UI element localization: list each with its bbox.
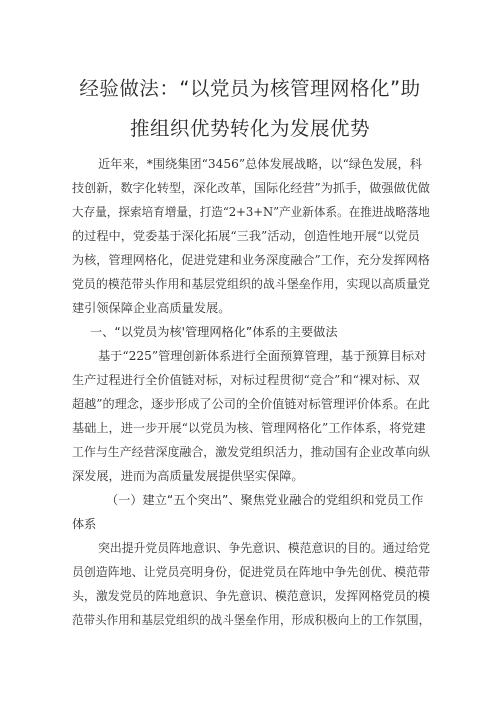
document-title-line-1: 经验做法：“以党员为核管理网格化”助 (79, 77, 421, 100)
document-page: 经验做法：“以党员为核管理网格化”助 推组织优势转化为发展优势 近年来，*围绕集团“3456”总体发展战略，以“绿色发展，科 技创新，数字化转型，深化改革，国际化经营”为抓手，做强做优做 大存量，探索培育增量，打造“2+3+N”产业新体系。在推进战略落地 的过程中，党委基于深化拓展“三我”活动，创造性地开展“以党员 为核，管理网格化，促进党建和业务深度融合”工作，充分发挥网格 党员的模范带头作用和基层党组织的战斗堡垒作用，实现以高质量党 建引领保障企业高质量发展。 一、“以党员为核'管理网格化”体系的主要做法 基于“225”管理创新体系进行全面预算管理，基于预算目标对 生产过程进行全价值链对标，对标过程贯彻“竞合”和“裸对标、双 超越”的理念，逐步形成了公司的全价值链对标管理评价体系。在此 基础上，进一步开展“以党员为核、管理网格化”工作体系，将党建 工作与生产经营深度融合，激发党组织活力，推动国有企业改革向纵 深发展，进而为高质量发展提供坚实保障。 （一）建立“五个突出”、聚焦党业融合的党组织和党员工作 体系 突出提升党员阵地意识、争先意识、模范意识的目的。通过给党 员创造阵地、让党员亮明身份，促进党员在阵地中争先创优、模范带 头，激发党员的阵地意识、争先意识、模范意识，发挥网格党员的模 范带头作用和基层党组织的战斗堡垒作用，形成积极向上的工作氛围， (0, 0, 500, 707)
document-title-line-2: 推组织优势转化为发展优势 (129, 117, 370, 140)
